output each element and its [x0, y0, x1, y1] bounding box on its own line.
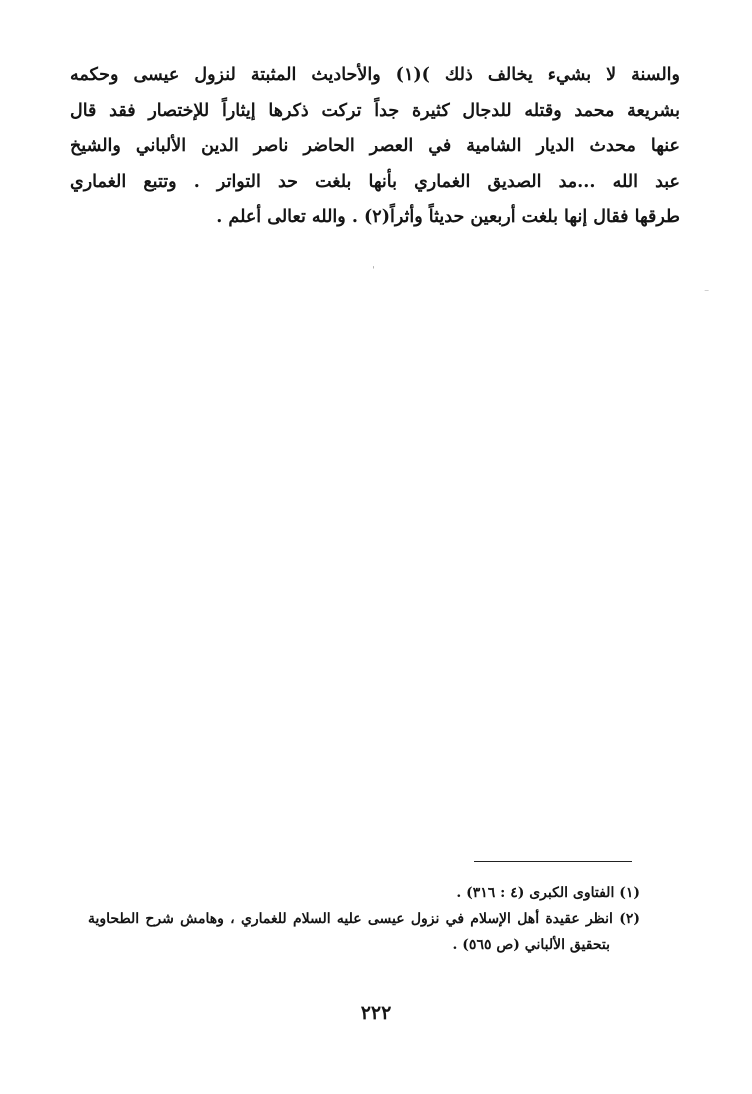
footnote-2: (٢) انظر عقيدة أهل الإسلام في نزول عيسى عليه السلام للغماري ، وهامش شرح الطحاوية — [88, 911, 640, 927]
scan-speck: ⁻ — [704, 288, 710, 299]
main-text — [70, 58, 680, 236]
text-line-2: بشريعة محمد وقتله للدجال كثيرة جداً تركت ذكرها إيثاراً للإختصار فقد قال — [70, 100, 680, 121]
text-line-5: طرقها فقال إنها بلغت أربعين حديثاً وأثراً(٢) . والله تعالى أعلم . — [216, 207, 680, 227]
footnotes — [88, 880, 640, 958]
text-line-4: عبد الله ...مد الصديق الغماري بأنها بلغت حد التواتر . وتتبع الغماري — [70, 171, 680, 192]
footnote-2-continuation: بتحقيق الألباني (ص ٥٦٥) . — [452, 937, 610, 953]
text-line-3: عنها محدث الديار الشامية في العصر الحاضر ناصر الدين الألباني والشيخ — [70, 136, 680, 156]
text-line-1: والسنة لا بشيء يخالف ذلك )(١) والأحاديث المثبتة لنزول عيسى وحكمه — [70, 65, 680, 85]
page-number: ٢٢٢ — [360, 1002, 392, 1024]
footnote-separator — [474, 861, 632, 862]
scan-speck: ˈ — [372, 266, 375, 277]
footnote-1: (١) الفتاوى الكبرى (٤ : ٣١٦) . — [456, 885, 640, 901]
